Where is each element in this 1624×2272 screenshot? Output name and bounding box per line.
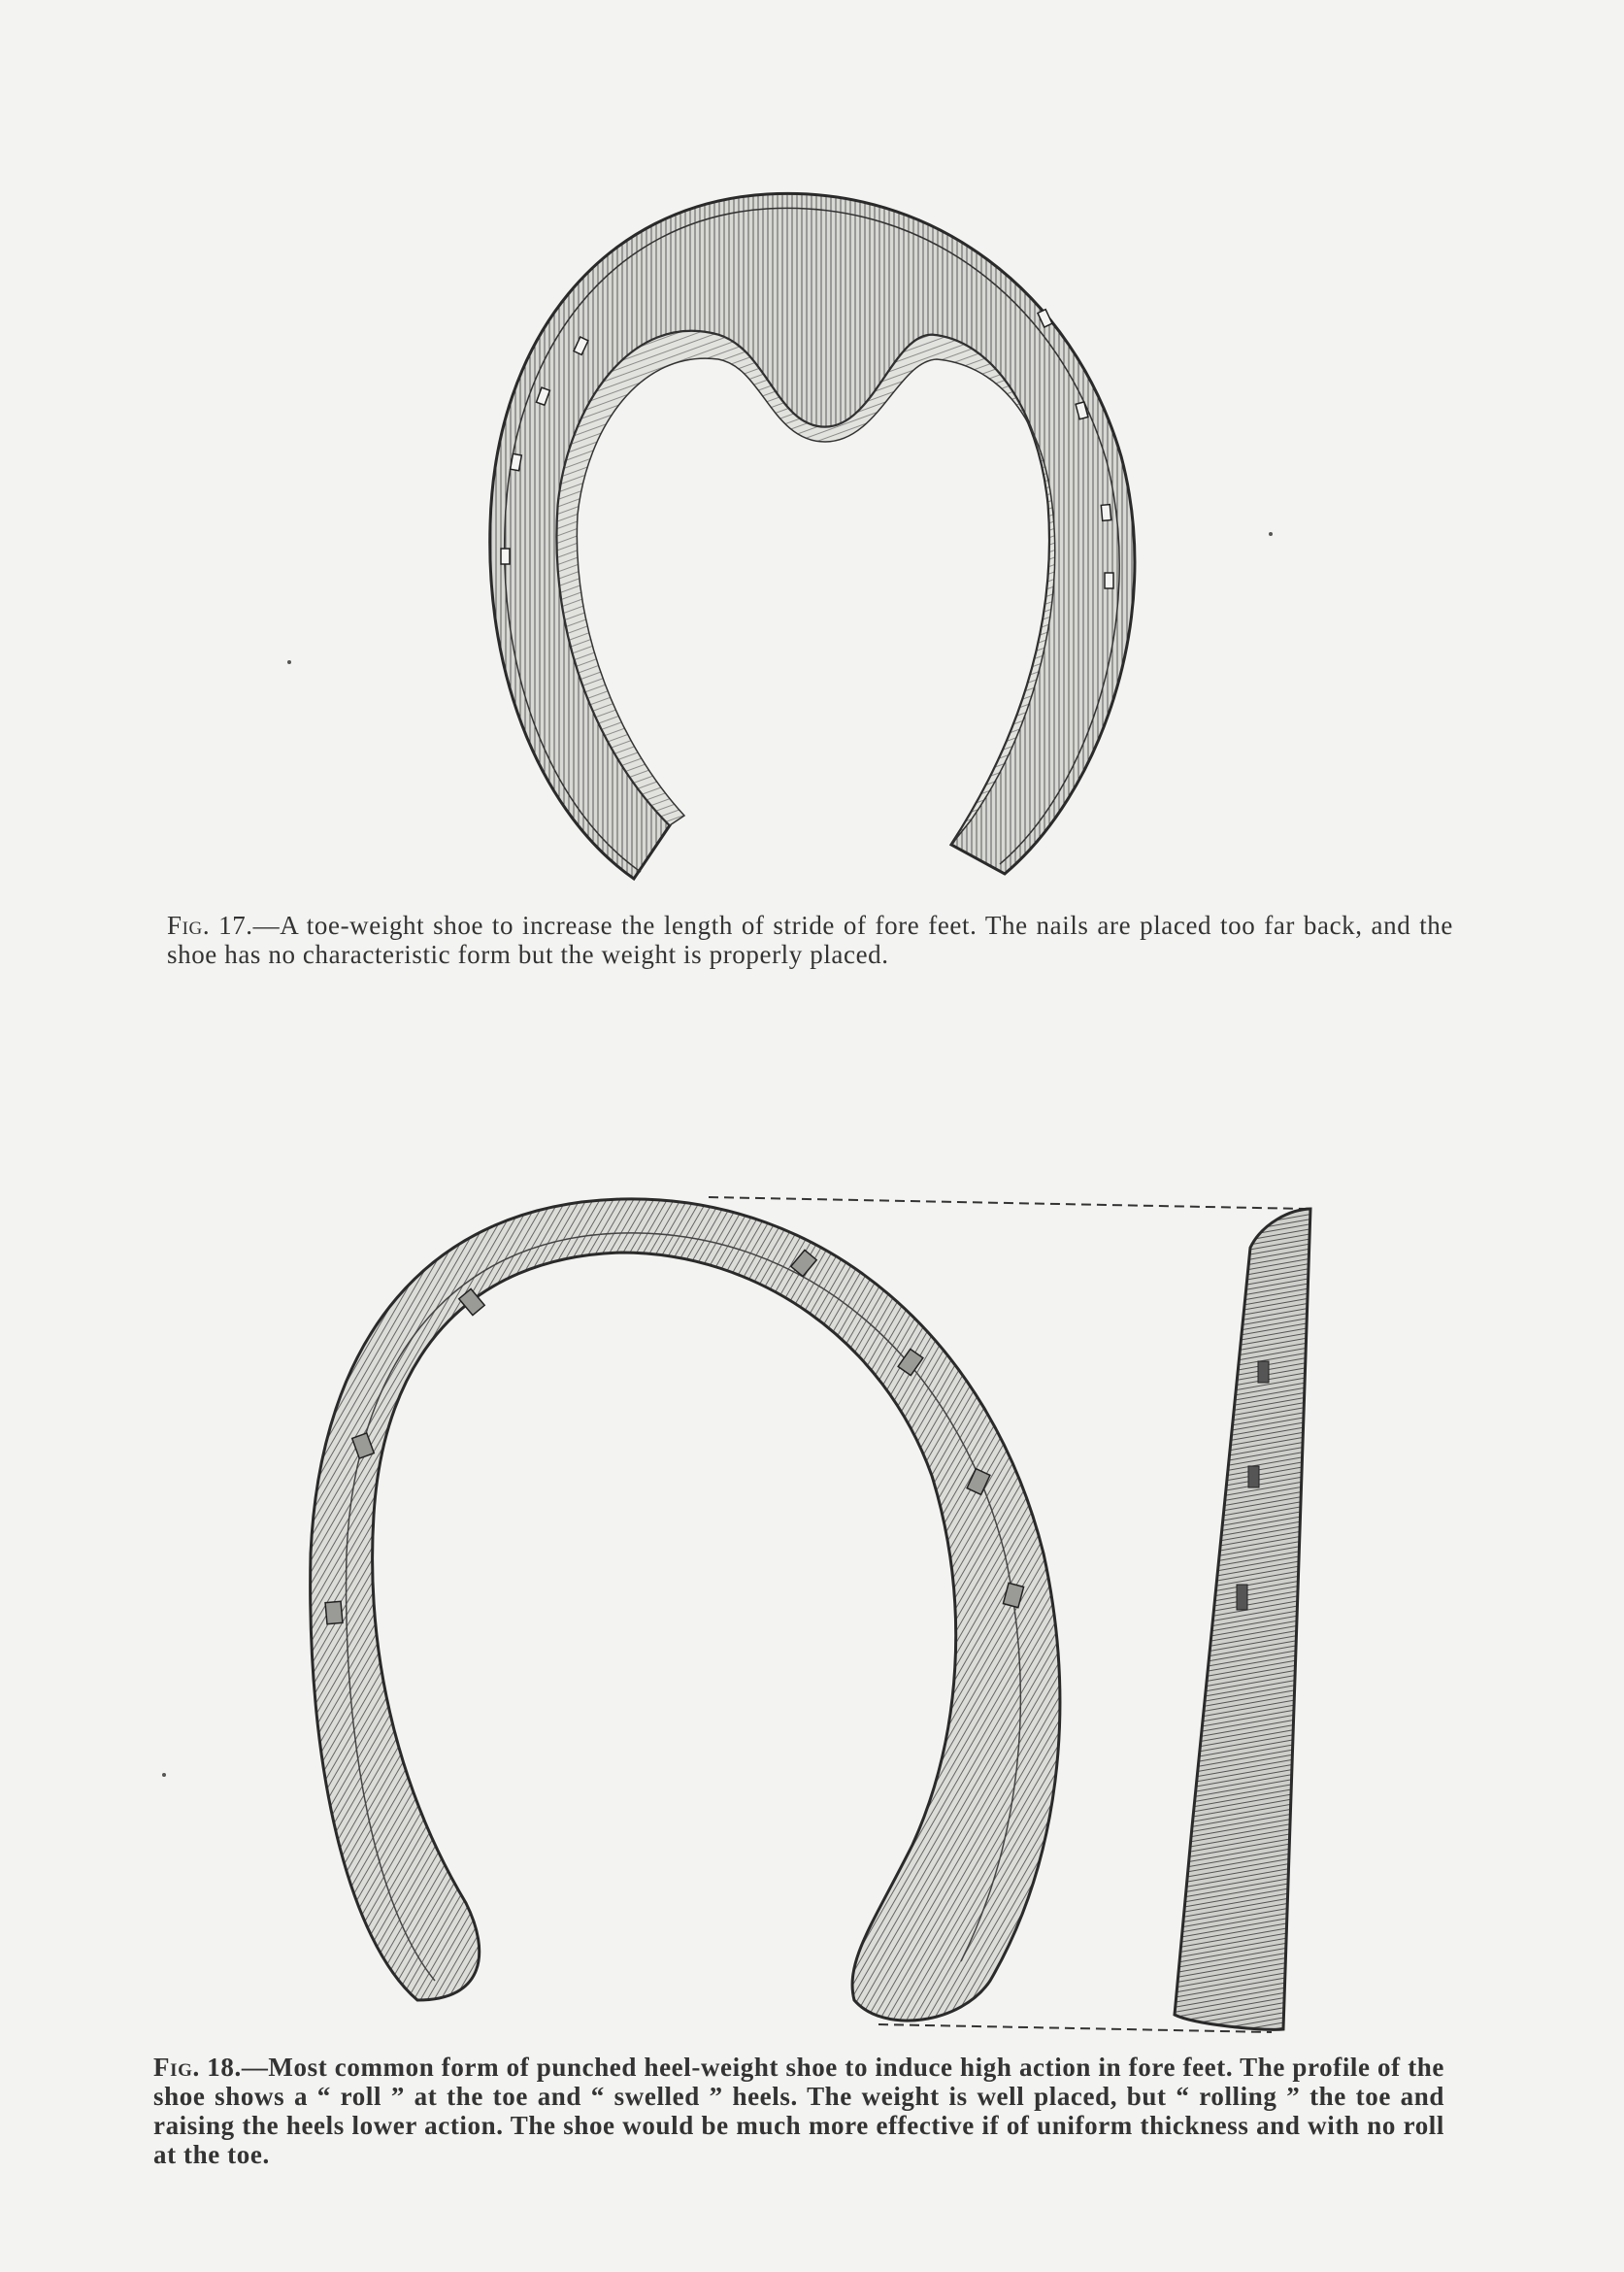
figure-18-caption: [153, 2053, 1444, 2169]
figure-17-caption: [167, 911, 1453, 969]
figure-17-text: —A toe-weight shoe to increase the length of stride of fore feet. The nails are placed too far back, and the shoe has no characteristic form but the weight is properly placed.: [167, 911, 1453, 969]
figure-18-text: —Most common form of punched heel-weight shoe to induce high action in fore feet. The profile of the shoe shows a “ roll ” at the toe and “ swelled ” heels. The weight is well placed, but “ rolling ” the toe and raising the heels lower action. The shoe would be much more effective if of uniform thickness and with no roll at the toe.: [153, 2053, 1444, 2169]
toe-weight-horseshoe: [490, 193, 1135, 879]
print-speck: [1269, 532, 1273, 536]
print-speck: [162, 1773, 166, 1777]
print-speck: [287, 660, 291, 664]
figure-17-label: Fig. 17.: [167, 911, 253, 940]
figure-18-label: Fig. 18.: [153, 2053, 242, 2082]
horseshoe-profile-view: [1175, 1209, 1310, 2029]
heel-weight-horseshoe: [311, 1199, 1060, 2021]
